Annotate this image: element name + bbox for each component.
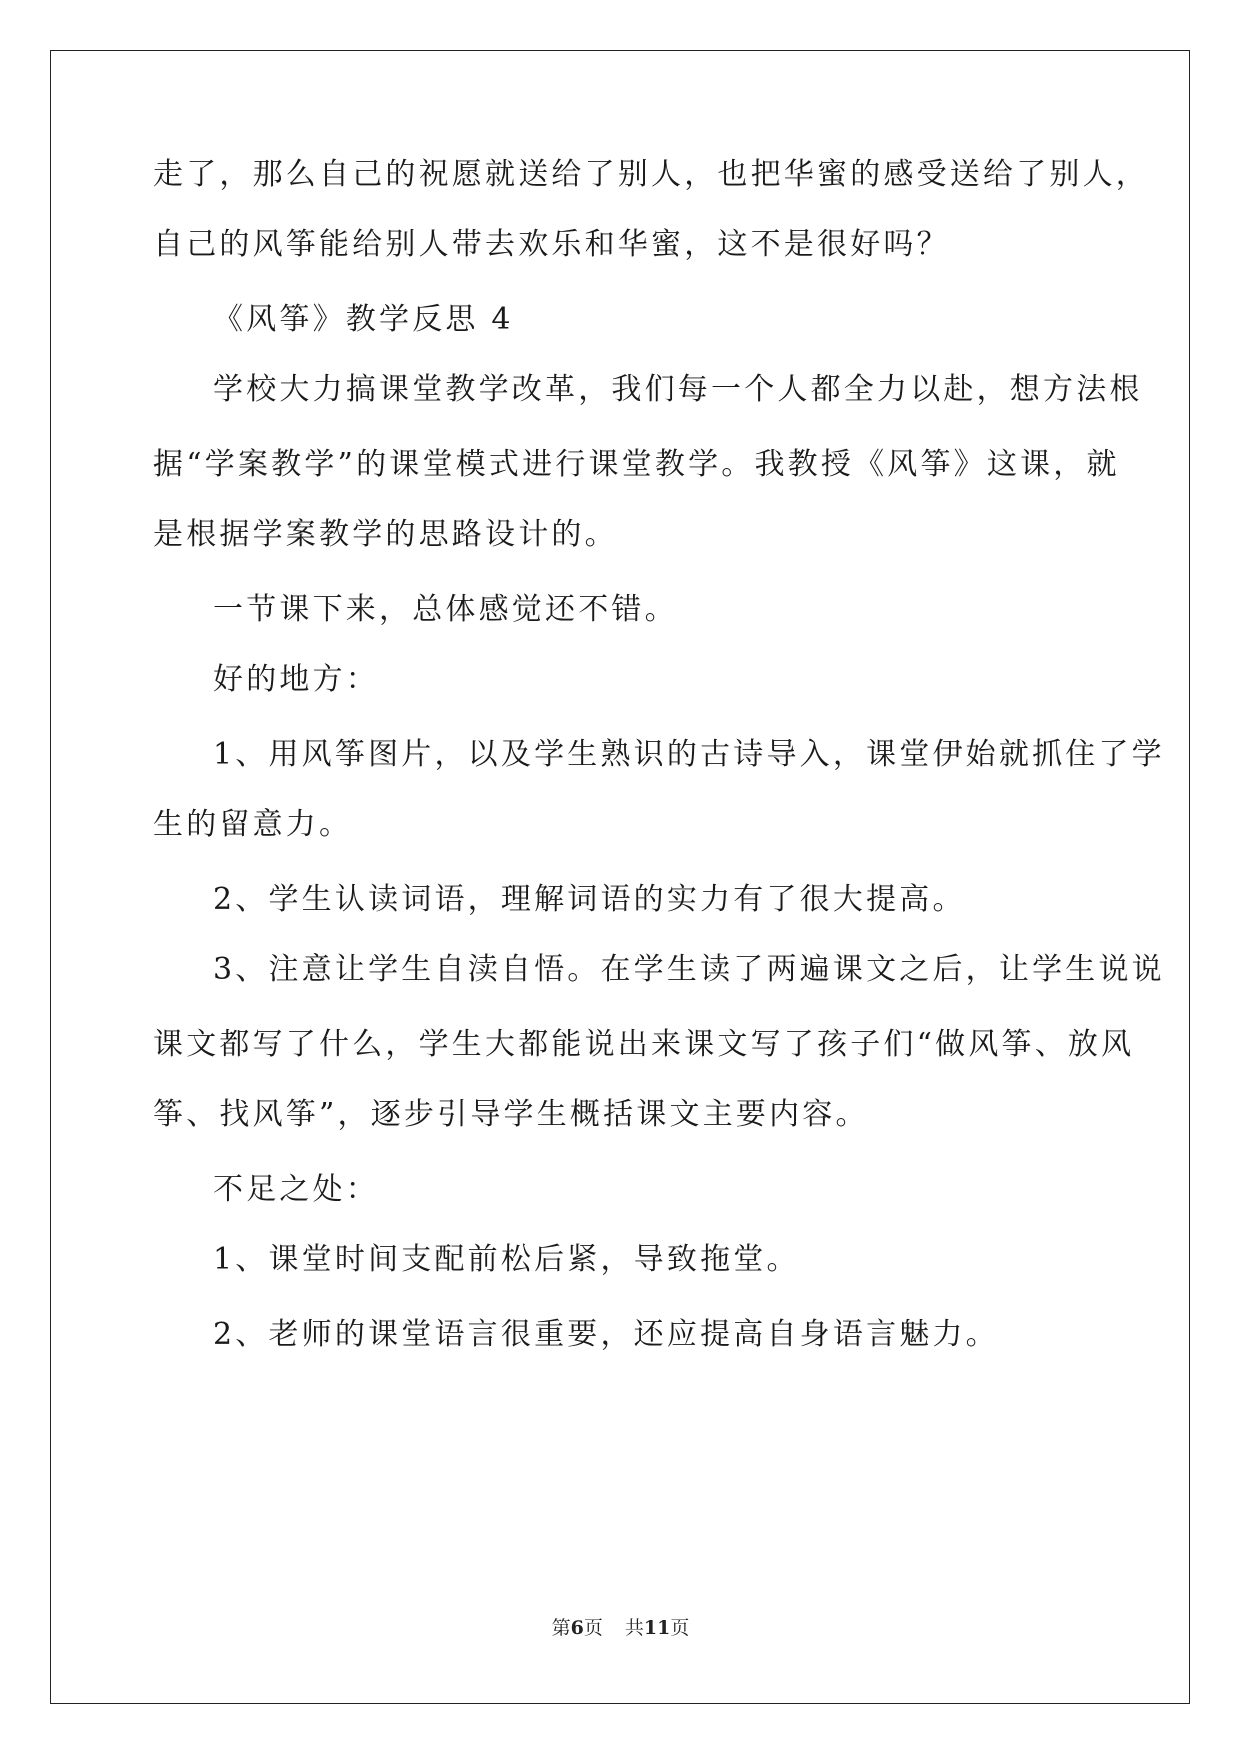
page-prefix: 第 bbox=[551, 1617, 571, 1639]
page-border bbox=[50, 50, 1190, 1704]
list-item-line: 1、用风筝图片，以及学生熟识的古诗导入，课堂伊始就抓住了学 bbox=[213, 737, 1165, 772]
paragraph-line: 据“学案教学”的课堂模式进行课堂教学。我教授《风筝》这课，就 bbox=[153, 447, 1120, 482]
section-heading: 《风筝》教学反思 4 bbox=[213, 302, 514, 337]
total-pages: 11 bbox=[643, 1617, 671, 1639]
paragraph-line: 好的地方： bbox=[213, 662, 379, 697]
page-suffix: 页 bbox=[583, 1617, 603, 1639]
page-number: 6 bbox=[570, 1617, 584, 1639]
list-item-line: 3、注意让学生自渎自悟。在学生读了两遍课文之后，让学生说说 bbox=[213, 952, 1165, 987]
list-item-line: 筝、找风筝”，逐步引导学生概括课文主要内容。 bbox=[153, 1097, 869, 1132]
list-item-line: 2、老师的课堂语言很重要，还应提高自身语言魅力。 bbox=[213, 1317, 999, 1352]
paragraph-line: 走了，那么自己的祝愿就送给了别人，也把华蜜的感受送给了别人， bbox=[153, 157, 1149, 192]
list-item-line: 1、课堂时间支配前松后紧，导致拖堂。 bbox=[213, 1242, 800, 1277]
paragraph-line: 不足之处： bbox=[213, 1172, 379, 1207]
paragraph-line: 学校大力搞课堂教学改革，我们每一个人都全力以赴，想方法根 bbox=[213, 372, 1143, 407]
total-suffix: 页 bbox=[670, 1617, 690, 1639]
paragraph-line: 一节课下来，总体感觉还不错。 bbox=[213, 592, 678, 627]
list-item-line: 2、学生认读词语，理解词语的实力有了很大提高。 bbox=[213, 882, 966, 917]
total-prefix: 共 bbox=[624, 1617, 644, 1639]
paragraph-line: 自己的风筝能给别人带去欢乐和华蜜，这不是很好吗？ bbox=[153, 227, 950, 262]
paragraph-line: 是根据学案教学的思路设计的。 bbox=[153, 517, 618, 552]
page-footer bbox=[0, 1614, 1241, 1642]
list-item-line: 生的留意力。 bbox=[153, 807, 353, 842]
list-item-line: 课文都写了什么，学生大都能说出来课文写了孩子们“做风筝、放风 bbox=[153, 1027, 1135, 1062]
